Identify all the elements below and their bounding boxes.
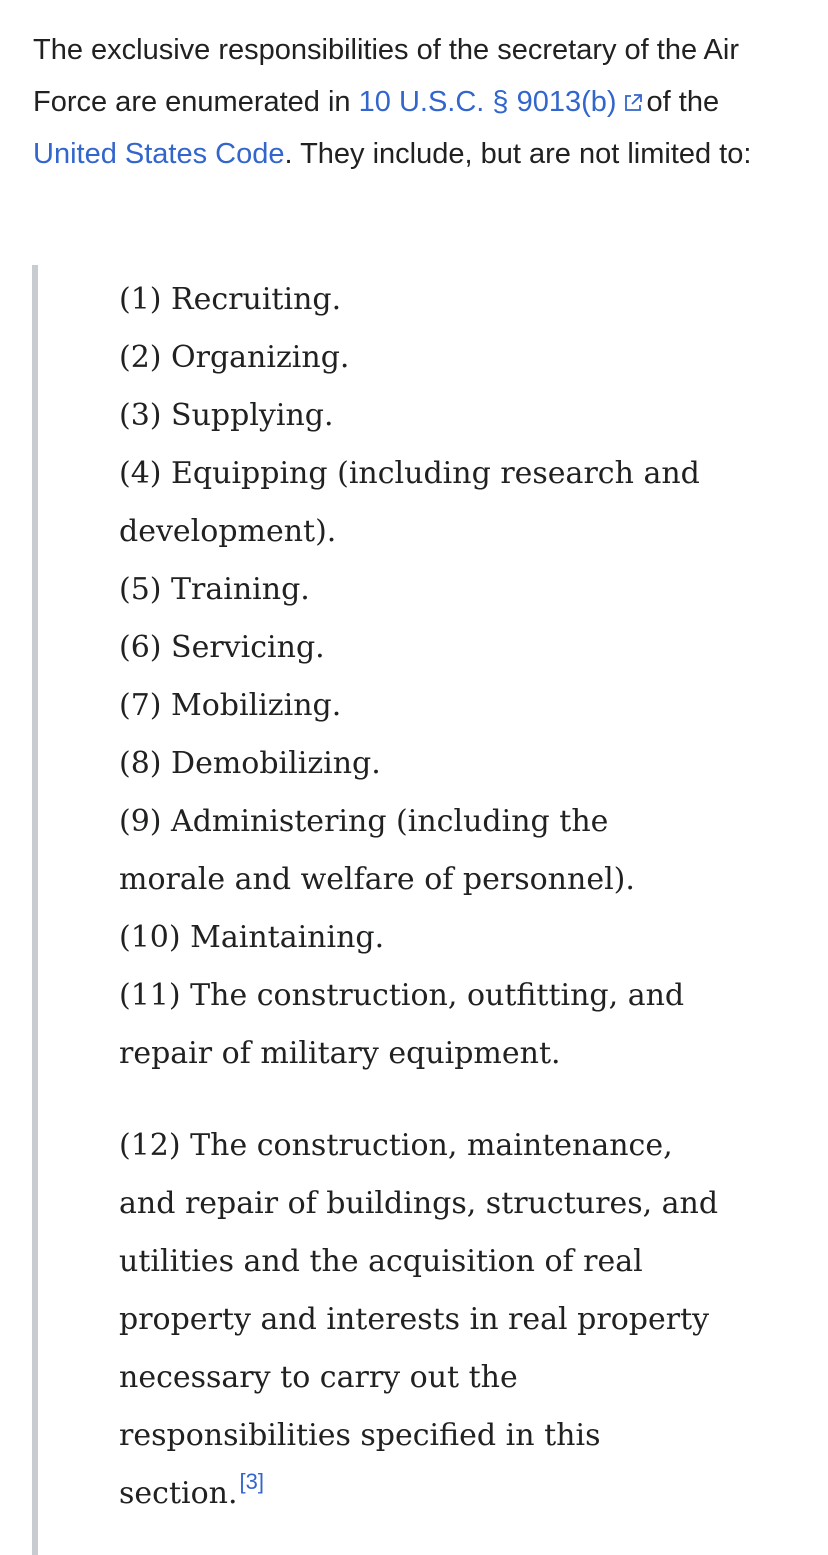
intro-paragraph bbox=[33, 24, 803, 180]
list-item: (9) Administering (including the morale and welfare of personnel). bbox=[119, 804, 635, 897]
list-item: (10) Maintaining. bbox=[119, 920, 385, 955]
statute-link[interactable]: 10 U.S.C. § 9013(b) bbox=[358, 86, 617, 118]
responsibilities-list bbox=[119, 271, 719, 1083]
citation-ref bbox=[240, 1469, 264, 1494]
list-item: (1) Recruiting. bbox=[119, 282, 342, 317]
external-link-icon bbox=[623, 78, 643, 98]
list-item: (7) Mobilizing. bbox=[119, 688, 342, 723]
citation-link[interactable]: [3] bbox=[239, 1469, 264, 1494]
list-item: (6) Servicing. bbox=[119, 630, 325, 665]
intro-text-2: of the bbox=[646, 86, 720, 118]
blockquote bbox=[32, 265, 798, 1555]
united-states-code-link[interactable]: United States Code bbox=[33, 138, 285, 170]
intro-text-3: . They include, but are not limited to: bbox=[284, 138, 752, 170]
responsibility-item-12 bbox=[119, 1117, 719, 1523]
list-item: (8) Demobilizing. bbox=[119, 746, 381, 781]
list-item: (2) Organizing. bbox=[119, 340, 350, 375]
list-item: (5) Training. bbox=[119, 572, 310, 607]
item-12-text: (12) The construction, maintenance, and repair of buildings, structures, and utilities and the acquisition of real property and interests in real property necessary to carry out the responsibilities specified in this section. bbox=[119, 1128, 719, 1511]
blockquote-content bbox=[119, 271, 719, 1523]
list-item: (4) Equipping (including research and development). bbox=[119, 456, 700, 549]
list-item: (11) The construction, outfitting, and repair of military equipment. bbox=[119, 978, 685, 1071]
list-item: (3) Supplying. bbox=[119, 398, 334, 433]
intro-text-1: The exclusive responsibilities of the secretary of the Air Force are enumerated in bbox=[33, 34, 739, 118]
